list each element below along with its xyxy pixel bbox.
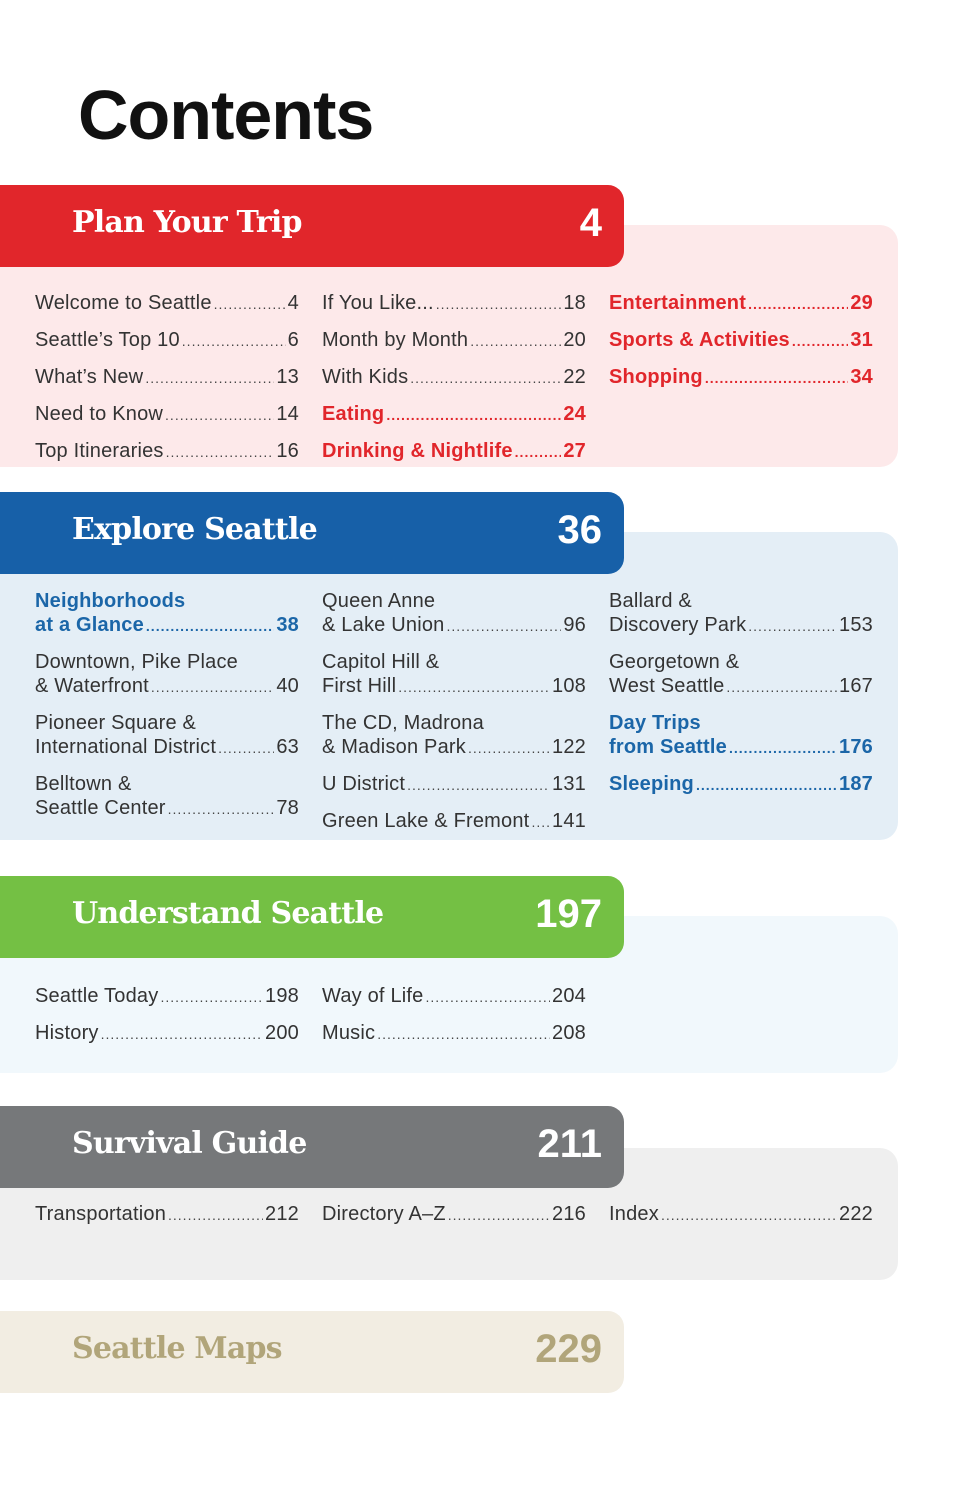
entry-name: Transportation — [35, 1203, 167, 1225]
toc-entry-capitol-hill[interactable] — [322, 650, 586, 699]
leader-dots — [151, 675, 274, 699]
entry-page: 20 — [563, 329, 586, 351]
leader-dots — [748, 292, 848, 316]
entry-name-line2: Discovery Park — [609, 614, 747, 636]
maps-title: Seattle Maps — [72, 1331, 282, 1366]
leader-dots — [705, 366, 849, 390]
toc-entry-sports[interactable] — [609, 328, 873, 353]
entry-page: 96 — [563, 614, 586, 636]
leader-dots — [426, 985, 551, 1009]
entry-name-line1: Capitol Hill & — [322, 651, 440, 673]
toc-entry-queen-anne[interactable] — [322, 589, 586, 638]
entry-page: 187 — [839, 773, 873, 795]
explore-col-2 — [322, 589, 586, 846]
leader-dots — [168, 1203, 263, 1227]
survival-header[interactable] — [0, 1106, 624, 1188]
toc-entry-whats-new[interactable] — [35, 365, 299, 390]
toc-entry-month-by-month[interactable] — [322, 328, 586, 353]
leader-dots — [748, 614, 837, 638]
explore-header[interactable] — [0, 492, 624, 574]
entry-name: Sports & Activities — [609, 329, 790, 351]
entry-page: 18 — [563, 292, 586, 314]
survival-col-2 — [322, 1202, 586, 1239]
toc-entry-sleeping[interactable] — [609, 772, 873, 797]
toc-entry-welcome[interactable] — [35, 291, 299, 316]
entry-name: Welcome to Seattle — [35, 292, 212, 314]
entry-page: 40 — [276, 675, 299, 697]
entry-name-line1: Downtown, Pike Place — [35, 651, 238, 673]
toc-entry-history[interactable] — [35, 1021, 299, 1046]
entry-name: Seattle Today — [35, 985, 159, 1007]
toc-entry-entertainment[interactable] — [609, 291, 873, 316]
entry-name: Eating — [322, 403, 385, 425]
entry-name: Shopping — [609, 366, 703, 388]
entry-page: 6 — [287, 329, 299, 351]
leader-dots — [377, 1022, 550, 1046]
leader-dots — [446, 614, 561, 638]
toc-entry-transportation[interactable] — [35, 1202, 299, 1227]
maps-page: 229 — [535, 1327, 602, 1371]
entry-name-line2: Seattle Center — [35, 797, 166, 819]
leader-dots — [160, 985, 263, 1009]
entry-name: Sleeping — [609, 773, 694, 795]
entry-page: 14 — [276, 403, 299, 425]
leader-dots — [729, 736, 837, 760]
toc-entry-with-kids[interactable] — [322, 365, 586, 390]
entry-name: Way of Life — [322, 985, 424, 1007]
plan-header[interactable] — [0, 185, 624, 267]
page-title: Contents — [78, 76, 374, 154]
explore-col-1 — [35, 589, 299, 833]
entry-name-line1: Ballard & — [609, 590, 692, 612]
entry-name-line1: Neighborhoods — [35, 590, 186, 612]
leader-dots — [726, 675, 837, 699]
toc-entry-georgetown[interactable] — [609, 650, 873, 699]
entry-name-line2: First Hill — [322, 675, 397, 697]
entry-page: 167 — [839, 675, 873, 697]
entry-page: 153 — [839, 614, 873, 636]
entry-page: 108 — [552, 675, 586, 697]
plan-col-2 — [322, 291, 586, 476]
plan-col-1 — [35, 291, 299, 476]
entry-page: 200 — [265, 1022, 299, 1044]
leader-dots — [468, 736, 550, 760]
entry-page: 63 — [276, 736, 299, 758]
toc-entry-downtown[interactable] — [35, 650, 299, 699]
leader-dots — [214, 292, 286, 316]
toc-entry-itineraries[interactable] — [35, 439, 299, 464]
entry-name-line1: Pioneer Square & — [35, 712, 197, 734]
understand-col-2 — [322, 984, 586, 1058]
survival-title: Survival Guide — [72, 1126, 307, 1161]
leader-dots — [218, 736, 274, 760]
plan-col-3 — [609, 291, 873, 402]
entry-page: 131 — [552, 773, 586, 795]
explore-page: 36 — [557, 508, 602, 552]
toc-entry-if-you-like[interactable] — [322, 291, 586, 316]
entry-page: 141 — [552, 810, 586, 832]
entry-page: 204 — [552, 985, 586, 1007]
toc-entry-neighborhoods[interactable] — [35, 589, 299, 638]
entry-name-line2: West Seattle — [609, 675, 725, 697]
entry-name-line1: Queen Anne — [322, 590, 436, 612]
understand-title: Understand Seattle — [72, 896, 384, 931]
entry-page: 198 — [265, 985, 299, 1007]
entry-name: Drinking & Nightlife — [322, 440, 513, 462]
leader-dots — [168, 797, 275, 821]
leader-dots — [515, 440, 562, 464]
entry-name-line2: International District — [35, 736, 217, 758]
entry-name: History — [35, 1022, 99, 1044]
toc-entry-shopping[interactable] — [609, 365, 873, 390]
leader-dots — [407, 773, 550, 797]
entry-name-line1: The CD, Madrona — [322, 712, 484, 734]
entry-name-line2: at a Glance — [35, 614, 144, 636]
toc-entry-index[interactable] — [609, 1202, 873, 1227]
entry-page: 29 — [850, 292, 873, 314]
toc-entry-day-trips[interactable] — [609, 711, 873, 760]
leader-dots — [792, 329, 848, 353]
entry-name: Month by Month — [322, 329, 469, 351]
entry-name: Entertainment — [609, 292, 747, 314]
toc-entry-u-district[interactable] — [322, 772, 586, 797]
understand-page: 197 — [535, 892, 602, 936]
entry-page: 13 — [276, 366, 299, 388]
entry-name: Index — [609, 1203, 659, 1225]
leader-dots — [166, 440, 275, 464]
entry-page: 222 — [839, 1203, 873, 1225]
toc-entry-ballard[interactable] — [609, 589, 873, 638]
entry-name: Top Itineraries — [35, 440, 164, 462]
leader-dots — [182, 329, 286, 353]
leader-dots — [146, 614, 274, 638]
toc-entry-the-cd[interactable] — [322, 711, 586, 760]
entry-name-line1: Georgetown & — [609, 651, 740, 673]
understand-col-1 — [35, 984, 299, 1058]
leader-dots — [470, 329, 561, 353]
entry-page: 216 — [552, 1203, 586, 1225]
toc-entry-eating[interactable] — [322, 402, 586, 427]
entry-page: 38 — [276, 614, 299, 636]
entry-page: 24 — [563, 403, 586, 425]
entry-page: 176 — [839, 736, 873, 758]
entry-name: Music — [322, 1022, 376, 1044]
survival-col-1 — [35, 1202, 299, 1239]
entry-name: What’s New — [35, 366, 144, 388]
entry-name-line2: & Madison Park — [322, 736, 466, 758]
entry-name: Green Lake & Fremont — [322, 810, 530, 832]
understand-header[interactable] — [0, 876, 624, 958]
entry-name: With Kids — [322, 366, 409, 388]
entry-page: 27 — [563, 440, 586, 462]
leader-dots — [145, 366, 274, 390]
toc-entry-drinking[interactable] — [322, 439, 586, 464]
entry-page: 208 — [552, 1022, 586, 1044]
toc-entry-top10[interactable] — [35, 328, 299, 353]
toc-entry-green-lake[interactable] — [322, 809, 586, 834]
toc-entry-pioneer-square[interactable] — [35, 711, 299, 760]
entry-name-line1: Day Trips — [609, 712, 701, 734]
maps-header[interactable] — [0, 1311, 624, 1393]
toc-entry-belltown[interactable] — [35, 772, 299, 821]
entry-name: U District — [322, 773, 406, 795]
leader-dots — [436, 292, 562, 316]
explore-col-3 — [609, 589, 873, 809]
explore-title: Explore Seattle — [72, 512, 317, 547]
leader-dots — [448, 1203, 550, 1227]
entry-page: 4 — [287, 292, 299, 314]
leader-dots — [165, 403, 274, 427]
survival-col-3 — [609, 1202, 873, 1239]
toc-entry-way-of-life[interactable] — [322, 984, 586, 1009]
leader-dots — [661, 1203, 837, 1227]
toc-entry-music[interactable] — [322, 1021, 586, 1046]
entry-name: Need to Know — [35, 403, 164, 425]
entry-page: 122 — [552, 736, 586, 758]
entry-name: If You Like... — [322, 292, 434, 314]
toc-entry-directory[interactable] — [322, 1202, 586, 1227]
entry-name-line2: from Seattle — [609, 736, 727, 758]
plan-title: Plan Your Trip — [72, 205, 302, 240]
leader-dots — [101, 1022, 263, 1046]
leader-dots — [410, 366, 561, 390]
plan-page: 4 — [579, 201, 602, 245]
entry-page: 22 — [563, 366, 586, 388]
entry-name: Directory A–Z — [322, 1203, 446, 1225]
entry-page: 16 — [276, 440, 299, 462]
entry-page: 78 — [276, 797, 299, 819]
leader-dots — [696, 773, 837, 797]
entry-page: 212 — [265, 1203, 299, 1225]
leader-dots — [398, 675, 550, 699]
entry-name-line2: & Lake Union — [322, 614, 445, 636]
survival-page: 211 — [537, 1122, 602, 1166]
entry-page: 34 — [850, 366, 873, 388]
entry-page: 31 — [850, 329, 873, 351]
toc-entry-seattle-today[interactable] — [35, 984, 299, 1009]
toc-entry-need-to-know[interactable] — [35, 402, 299, 427]
entry-name: Seattle’s Top 10 — [35, 329, 180, 351]
leader-dots — [531, 810, 550, 834]
entry-name-line1: Belltown & — [35, 773, 132, 795]
entry-name-line2: & Waterfront — [35, 675, 149, 697]
leader-dots — [386, 403, 561, 427]
